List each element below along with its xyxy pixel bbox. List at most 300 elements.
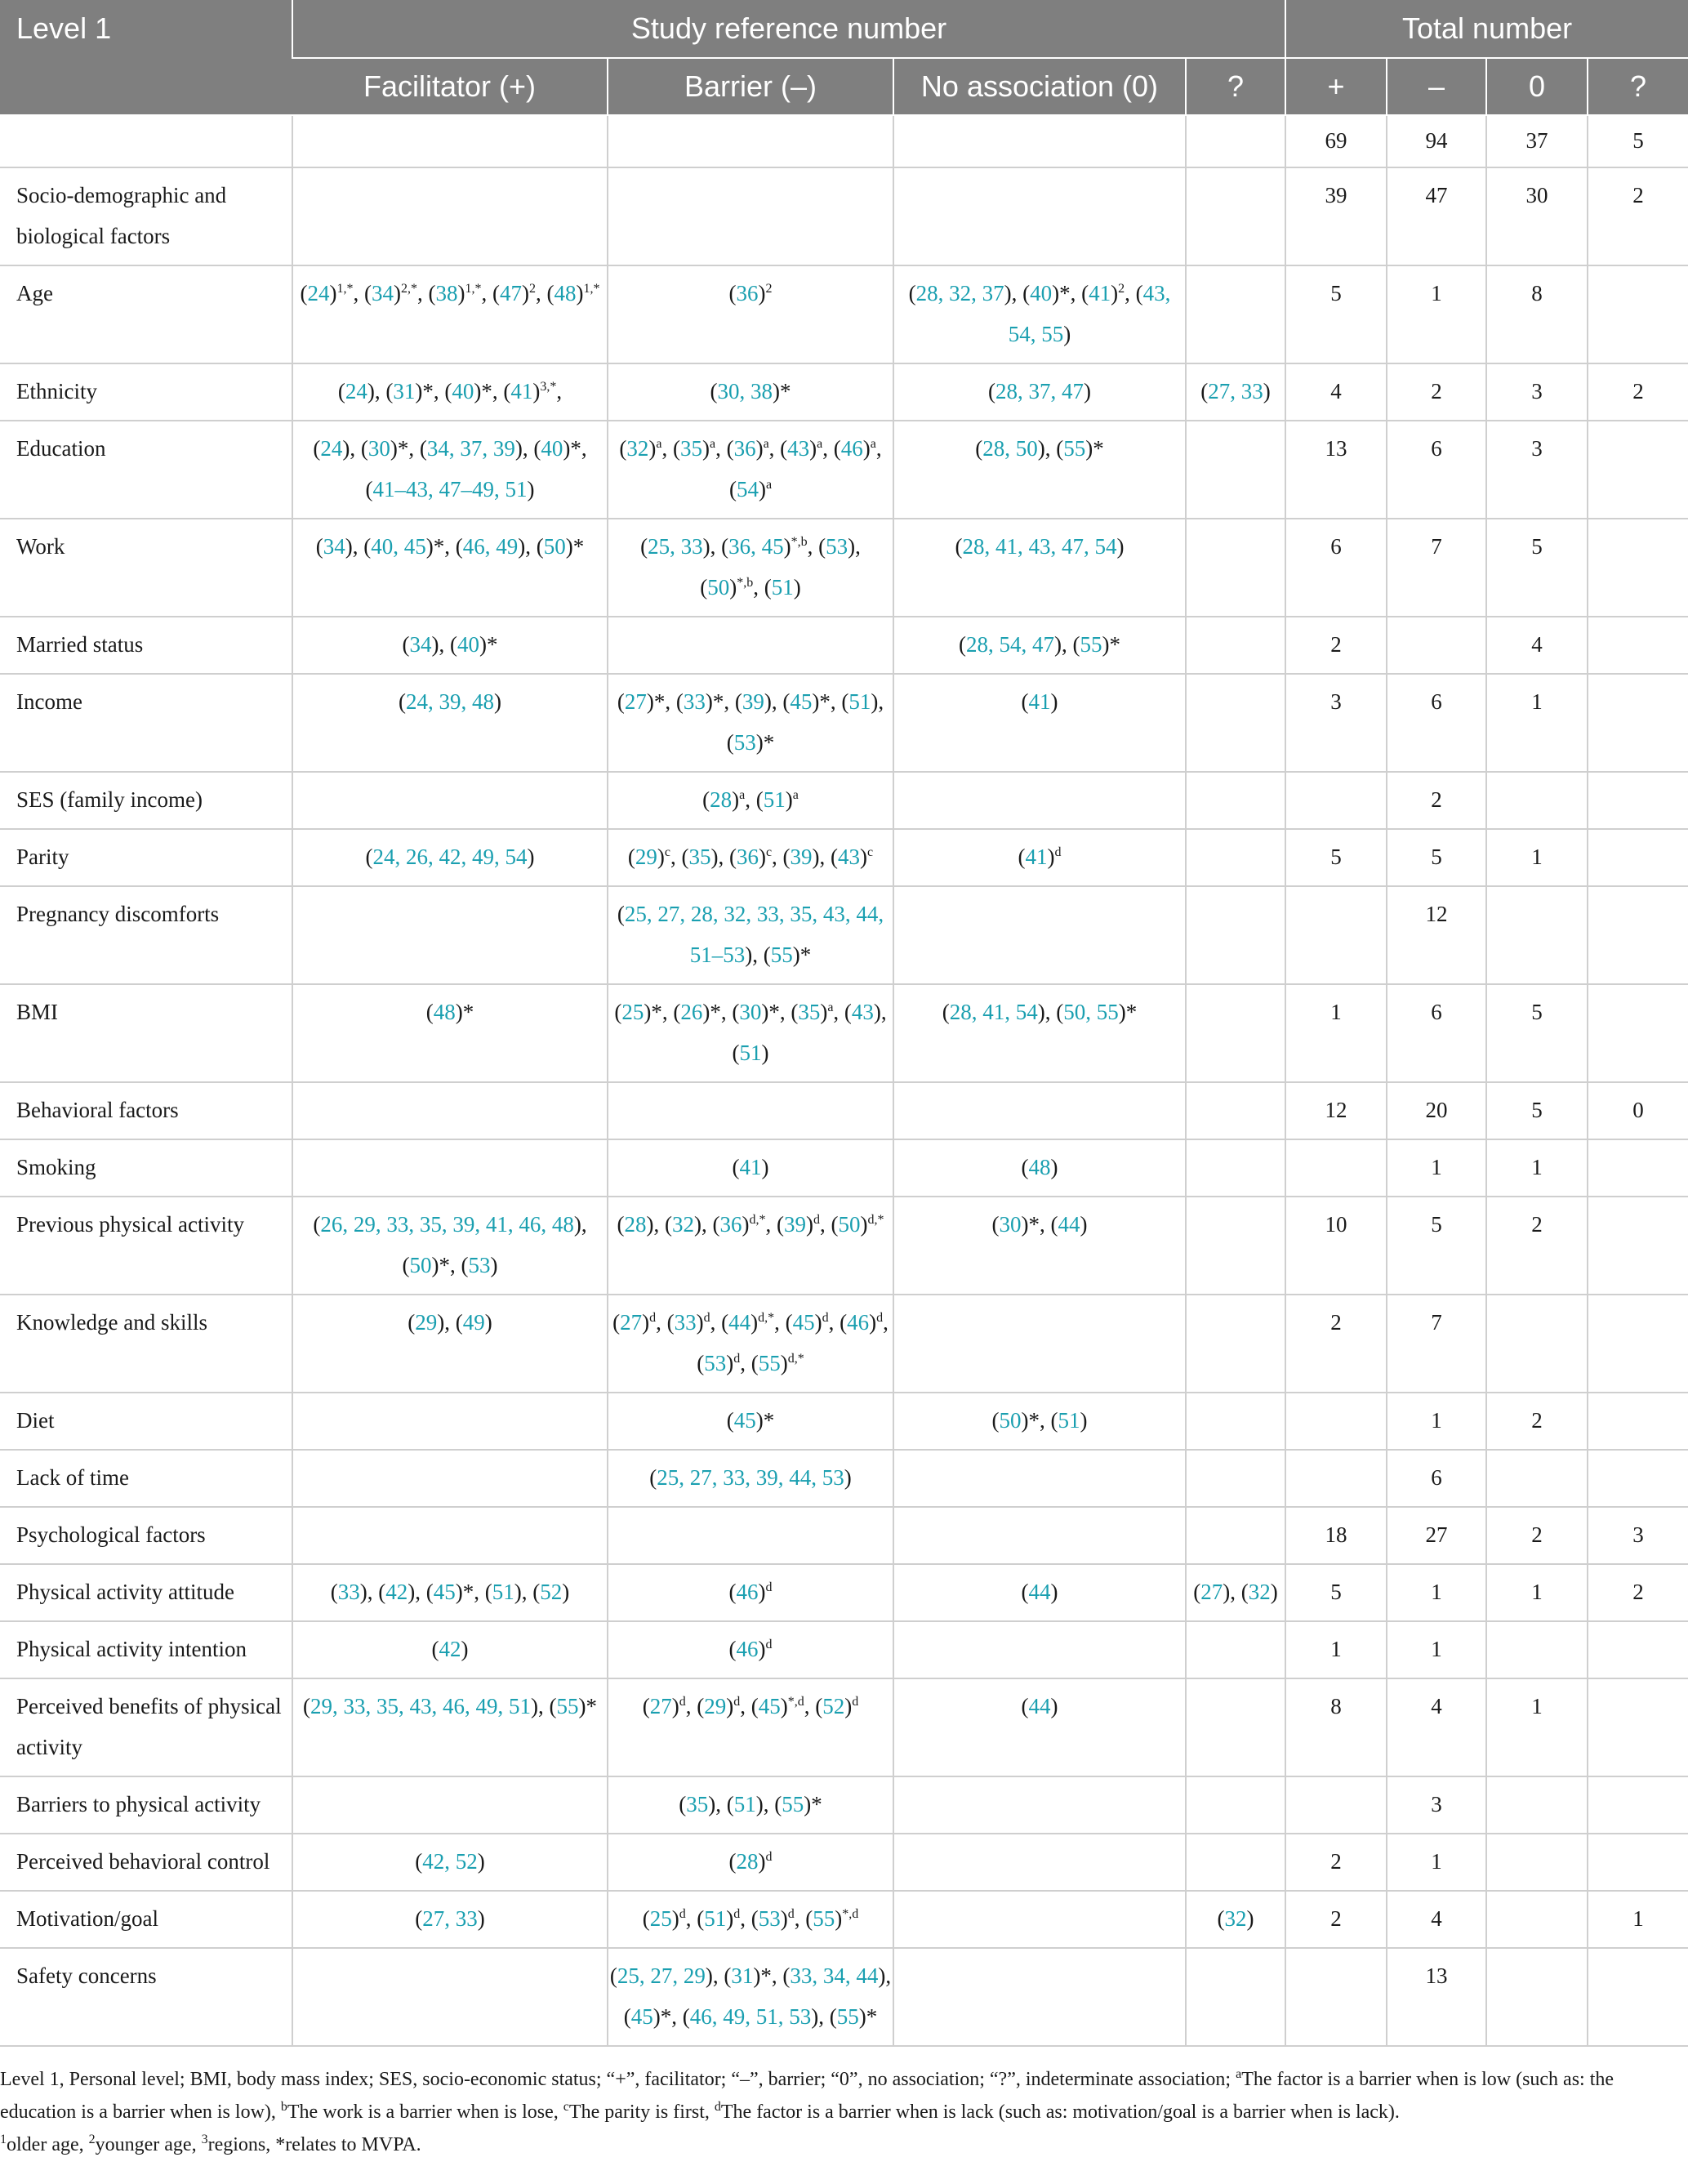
reference-number: 42	[439, 1637, 461, 1661]
facilitator-cell: (29, 33, 35, 43, 46, 49, 51), (55)*	[292, 1678, 608, 1776]
total-minus-cell: 6	[1387, 674, 1486, 772]
total-plus-cell: 2	[1285, 1834, 1387, 1891]
table-row	[0, 1834, 1688, 1891]
reference-number: 55	[758, 1351, 781, 1375]
header-total-number: Total number	[1285, 0, 1688, 58]
footnote-abbreviations: Level 1, Personal level; BMI, body mass index; SES, socio-economic status; “+”, facilitator; “–”, barrier; “0”, no association; “?”, indeterminate association;	[0, 2069, 1236, 2090]
no-association-cell: (41)	[893, 674, 1186, 772]
reference-superscript: d	[822, 1311, 829, 1325]
reference-superscript: a	[763, 437, 769, 451]
total-plus-cell: 18	[1285, 1507, 1387, 1564]
reference-number: 43, 54, 55	[1008, 281, 1171, 346]
factor-cell: Married status	[0, 617, 292, 674]
reference-number: 55	[813, 1906, 835, 1931]
total-question-cell: 0	[1588, 1082, 1688, 1139]
reference-superscript: d	[765, 1638, 773, 1651]
facilitator-cell	[292, 167, 608, 265]
total-plus-cell	[1285, 1776, 1387, 1834]
barrier-cell: $(27)^d$, $(29)^d$, $(45)^{*,d}$, $(52)^d$	[608, 1678, 893, 1776]
reference-number: 31	[731, 1963, 754, 1988]
reference-number: 45	[758, 1694, 781, 1718]
reference-number: 50	[838, 1212, 861, 1237]
reference-number: 40	[1030, 281, 1053, 305]
reference-number: 51	[492, 1580, 514, 1604]
table-row	[0, 1507, 1688, 1564]
facilitator-cell: (34), (40)*	[292, 617, 608, 674]
reference-number: 51	[771, 575, 794, 599]
reference-number: 54	[736, 477, 759, 501]
reference-superscript: a	[827, 1001, 834, 1014]
total-question-cell	[1588, 1948, 1688, 2046]
reference-superscript: d	[733, 1695, 741, 1709]
reference-superscript: d,*	[758, 1311, 775, 1325]
total-question-cell	[1588, 1139, 1688, 1197]
indeterminate-cell: (32)	[1186, 1891, 1285, 1948]
total-question-cell	[1588, 617, 1688, 674]
reference-number: 50	[409, 1253, 432, 1277]
total-question-cell	[1588, 772, 1688, 829]
total-zero-cell	[1486, 772, 1588, 829]
no-association-cell: (28, 37, 47)	[893, 363, 1186, 421]
total-minus-cell: 4	[1387, 1891, 1486, 1948]
barrier-cell: (35), (51), (55)*	[608, 1776, 893, 1834]
facilitator-cell	[292, 1776, 608, 1834]
footnote-text-1: older age,	[7, 2134, 89, 2155]
table-row	[0, 115, 1688, 167]
reference-number: 55	[1063, 436, 1086, 461]
reference-number: 40	[452, 379, 474, 403]
total-minus-cell: 1	[1387, 265, 1486, 363]
no-association-cell	[893, 1776, 1186, 1834]
barrier-cell: (41)	[608, 1139, 893, 1197]
total-plus-cell: 39	[1285, 167, 1387, 265]
total-minus-cell: 20	[1387, 1082, 1486, 1139]
barrier-cell	[608, 617, 893, 674]
reference-number: 25, 33	[648, 534, 703, 559]
factor-cell: Perceived benefits of physical activity	[0, 1678, 292, 1776]
reference-number: 40	[541, 436, 563, 461]
factor-cell: Psychological factors	[0, 1507, 292, 1564]
no-association-cell	[893, 1948, 1186, 2046]
facilitator-cell	[292, 1450, 608, 1507]
reference-number: 32	[672, 1212, 694, 1237]
table-row	[0, 421, 1688, 519]
indeterminate-cell	[1186, 886, 1285, 984]
barrier-cell: (27)*, (33)*, (39), (45)*, (51), (53)*	[608, 674, 893, 772]
total-minus-cell: 1	[1387, 1564, 1486, 1621]
no-association-cell: (28, 41, 43, 47, 54)	[893, 519, 1186, 617]
total-plus-cell: 5	[1285, 265, 1387, 363]
reference-number: 55	[556, 1694, 579, 1718]
barrier-cell: $(28)^d$	[608, 1834, 893, 1891]
reference-number: 46	[840, 436, 863, 461]
reference-number: 44	[1028, 1580, 1051, 1604]
facilitator-cell	[292, 1948, 608, 2046]
reference-number: 46, 49, 51, 53	[689, 2004, 812, 2029]
reference-number: 41	[1025, 845, 1048, 869]
factor-cell	[0, 115, 292, 167]
total-zero-cell: 2	[1486, 1507, 1588, 1564]
total-question-cell	[1588, 1776, 1688, 1834]
footnote-mark-1: 1	[0, 2133, 7, 2146]
reference-number: 41	[1028, 689, 1051, 714]
reference-number: 36	[736, 281, 759, 305]
barrier-cell	[608, 1082, 893, 1139]
table-row	[0, 167, 1688, 265]
total-minus-cell: 27	[1387, 1507, 1486, 1564]
facilitator-cell	[292, 115, 608, 167]
reference-number: 36	[733, 436, 756, 461]
reference-number: 46	[736, 1580, 759, 1604]
reference-superscript: 1,*	[465, 282, 482, 296]
footnote-text-b: The work is a barrier when is lose,	[287, 2102, 563, 2123]
total-plus-cell: 12	[1285, 1082, 1387, 1139]
no-association-cell	[893, 886, 1186, 984]
indeterminate-cell	[1186, 984, 1285, 1082]
reference-superscript: d	[733, 1352, 741, 1366]
total-question-cell	[1588, 1393, 1688, 1450]
facilitator-cell: (26, 29, 33, 35, 39, 41, 46, 48), (50)*, (53)	[292, 1197, 608, 1295]
reference-superscript: d	[649, 1311, 657, 1325]
table-row	[0, 984, 1688, 1082]
barrier-cell: (25)*, (26)*, (30)*, $(35)^a$, (43), (51)	[608, 984, 893, 1082]
factor-cell: Diet	[0, 1393, 292, 1450]
total-question-cell	[1588, 519, 1688, 617]
reference-number: 44	[728, 1310, 751, 1335]
reference-number: 40, 45	[371, 534, 426, 559]
reference-superscript: d	[679, 1695, 686, 1709]
table-row	[0, 886, 1688, 984]
reference-number: 41	[739, 1155, 762, 1179]
reference-superscript: d	[679, 1907, 686, 1921]
barrier-cell: $(27)^d$, $(33)^d$, $(44)^{d,*}$, $(45)^d$, $(46)^d$, $(53)^d$, $(55)^{d,*}$	[608, 1295, 893, 1393]
reference-number: 29, 33, 35, 43, 46, 49, 51	[310, 1694, 531, 1718]
reference-superscript: d	[876, 1311, 884, 1325]
total-zero-cell	[1486, 886, 1588, 984]
total-zero-cell: 1	[1486, 1564, 1588, 1621]
reference-number: 53	[468, 1253, 491, 1277]
reference-number: 26, 29, 33, 35, 39, 41, 46, 48	[320, 1212, 574, 1237]
table-row	[0, 1564, 1688, 1621]
indeterminate-cell	[1186, 1776, 1285, 1834]
reference-number: 51	[848, 689, 871, 714]
reference-number: 30	[367, 436, 390, 461]
total-minus-cell: 1	[1387, 1834, 1486, 1891]
footnote-text-d: The factor is a barrier when is lack (such as: motivation/goal is a barrier when is lack).	[720, 2102, 1400, 2123]
total-plus-cell	[1285, 1393, 1387, 1450]
indeterminate-cell	[1186, 1295, 1285, 1393]
reference-number: 50	[999, 1408, 1022, 1433]
header-total-minus: –	[1387, 58, 1486, 115]
barrier-cell: (25, 27, 28, 32, 33, 35, 43, 44, 51–53), (55)*	[608, 886, 893, 984]
reference-number: 29	[635, 845, 657, 869]
footnote-text-3: regions, *relates to MVPA.	[207, 2134, 421, 2155]
reference-number: 55	[770, 943, 793, 967]
table-row	[0, 1450, 1688, 1507]
factor-cell: Income	[0, 674, 292, 772]
total-zero-cell: 1	[1486, 1678, 1588, 1776]
reference-number: 35	[686, 1792, 709, 1816]
total-question-cell	[1588, 1678, 1688, 1776]
reference-number: 28, 32, 37	[915, 281, 1004, 305]
factor-cell: Motivation/goal	[0, 1891, 292, 1948]
total-minus-cell: 2	[1387, 772, 1486, 829]
reference-superscript: d	[765, 1850, 773, 1864]
total-zero-cell: 2	[1486, 1197, 1588, 1295]
reference-number: 32	[626, 436, 649, 461]
factor-cell: Physical activity intention	[0, 1621, 292, 1678]
barrier-cell: (25, 33), (36, 45)$^{*,b}$, (53), $(50)^{*,b}$, (51)	[608, 519, 893, 617]
reference-number: 28	[710, 787, 733, 812]
no-association-cell	[893, 1295, 1186, 1393]
total-zero-cell: 3	[1486, 421, 1588, 519]
footnote-mark-c: c	[563, 2100, 569, 2114]
header-total-zero: 0	[1486, 58, 1588, 115]
total-question-cell	[1588, 1295, 1688, 1393]
total-plus-cell: 1	[1285, 1621, 1387, 1678]
reference-superscript: d	[765, 1580, 773, 1594]
reference-superscript: d	[787, 1907, 795, 1921]
total-zero-cell	[1486, 1891, 1588, 1948]
total-plus-cell	[1285, 1948, 1387, 2046]
facilitator-cell	[292, 886, 608, 984]
reference-number: 28	[736, 1849, 759, 1874]
reference-superscript: *,b	[737, 576, 754, 590]
no-association-cell: (28, 50), (55)*	[893, 421, 1186, 519]
reference-number: 28, 41, 43, 47, 54	[962, 534, 1117, 559]
reference-number: 42	[385, 1580, 408, 1604]
reference-number: 29	[415, 1310, 438, 1335]
header-indeterminate: ?	[1186, 58, 1285, 115]
no-association-cell	[893, 1621, 1186, 1678]
reference-number: 45	[790, 689, 813, 714]
table-body	[0, 115, 1688, 2046]
barrier-cell	[608, 115, 893, 167]
facilitator-cell: (27, 33)	[292, 1891, 608, 1948]
reference-number: 48	[433, 1000, 456, 1024]
indeterminate-cell	[1186, 1139, 1285, 1197]
facilitator-cell	[292, 1082, 608, 1139]
reference-number: 27	[1200, 1580, 1223, 1604]
table-header	[0, 0, 1688, 115]
header-level: Level 1	[0, 0, 292, 115]
reference-number: 50	[543, 534, 566, 559]
total-question-cell	[1588, 1621, 1688, 1678]
table-row	[0, 1678, 1688, 1776]
reference-superscript: d,*	[787, 1352, 804, 1366]
total-minus-cell: 12	[1387, 886, 1486, 984]
reference-superscript: d	[852, 1695, 859, 1709]
indeterminate-cell	[1186, 167, 1285, 265]
total-minus-cell: 6	[1387, 1450, 1486, 1507]
reference-number: 50	[707, 575, 730, 599]
reference-number: 24, 39, 48	[406, 689, 494, 714]
footnote-text-2: younger age,	[95, 2134, 202, 2155]
factor-cell: Barriers to physical activity	[0, 1776, 292, 1834]
facilitator-cell: (24, 39, 48)	[292, 674, 608, 772]
factor-cell: Ethnicity	[0, 363, 292, 421]
reference-superscript: a	[870, 437, 876, 451]
table-row	[0, 519, 1688, 617]
total-zero-cell: 8	[1486, 265, 1588, 363]
barrier-cell: $(46)^d$	[608, 1621, 893, 1678]
reference-number: 45	[630, 2004, 653, 2029]
total-minus-cell: 47	[1387, 167, 1486, 265]
total-zero-cell: 4	[1486, 617, 1588, 674]
total-minus-cell: 1	[1387, 1139, 1486, 1197]
footnote-mark-a: a	[1236, 2067, 1242, 2081]
table-row	[0, 363, 1688, 421]
barrier-cell: $(28)^a$, $(51)^a$	[608, 772, 893, 829]
total-zero-cell: 1	[1486, 674, 1588, 772]
reference-number: 34	[323, 534, 345, 559]
reference-number: 31	[393, 379, 416, 403]
reference-number: 29	[704, 1694, 727, 1718]
no-association-cell: $(41)^d$	[893, 829, 1186, 886]
footnote-text-c: The parity is first,	[568, 2102, 715, 2123]
table-row	[0, 1295, 1688, 1393]
total-minus-cell: 1	[1387, 1393, 1486, 1450]
total-question-cell	[1588, 1197, 1688, 1295]
reference-number: 42, 52	[422, 1849, 478, 1874]
factor-cell: Knowledge and skills	[0, 1295, 292, 1393]
total-question-cell	[1588, 829, 1688, 886]
facilitator-cell: (24), (31)*, (40)*, $(41)^{3,*}$,	[292, 363, 608, 421]
reference-number: 39	[790, 845, 813, 869]
reference-number: 53	[704, 1351, 727, 1375]
reference-superscript: d	[733, 1907, 741, 1921]
facilitator-cell	[292, 1507, 608, 1564]
reference-superscript: *,d	[787, 1695, 804, 1709]
no-association-cell: (50)*, (51)	[893, 1393, 1186, 1450]
no-association-cell	[893, 1507, 1186, 1564]
reference-superscript: d,*	[749, 1213, 766, 1227]
no-association-cell	[893, 1082, 1186, 1139]
reference-number: 33	[337, 1580, 360, 1604]
reference-number: 46, 49	[462, 534, 519, 559]
reference-number: 46	[736, 1637, 759, 1661]
no-association-cell: (30)*, (44)	[893, 1197, 1186, 1295]
table-row	[0, 1776, 1688, 1834]
total-question-cell: 5	[1588, 115, 1688, 167]
total-zero-cell: 5	[1486, 984, 1588, 1082]
total-question-cell	[1588, 886, 1688, 984]
factor-cell: Behavioral factors	[0, 1082, 292, 1139]
total-question-cell: 2	[1588, 363, 1688, 421]
reference-number: 48	[1028, 1155, 1051, 1179]
total-question-cell	[1588, 1834, 1688, 1891]
reference-number: 24	[307, 281, 330, 305]
barrier-cell: $(36)^2$	[608, 265, 893, 363]
reference-number: 52	[822, 1694, 845, 1718]
reference-number: 51	[733, 1792, 756, 1816]
factor-cell: BMI	[0, 984, 292, 1082]
footnote-mark-d: d	[714, 2100, 721, 2114]
no-association-cell: (28, 41, 54), (50, 55)*	[893, 984, 1186, 1082]
reference-superscript: 1,*	[583, 282, 600, 296]
reference-superscript: 2,*	[401, 282, 417, 296]
total-plus-cell	[1285, 1139, 1387, 1197]
total-plus-cell: 2	[1285, 617, 1387, 674]
reference-number: 45	[433, 1580, 456, 1604]
reference-number: 28	[624, 1212, 647, 1237]
reference-number: 28, 37, 47	[995, 379, 1084, 403]
reference-number: 28, 41, 54	[949, 1000, 1038, 1024]
header-total-plus: +	[1285, 58, 1387, 115]
total-plus-cell	[1285, 772, 1387, 829]
total-minus-cell: 13	[1387, 1948, 1486, 2046]
reference-number: 25, 27, 29	[617, 1963, 706, 1988]
footnote-mark-2: 2	[88, 2133, 96, 2146]
no-association-cell: (48)	[893, 1139, 1186, 1197]
reference-number: 35	[679, 436, 702, 461]
indeterminate-cell	[1186, 1197, 1285, 1295]
reference-superscript: d,*	[867, 1213, 884, 1227]
reference-number: 27, 33	[1208, 379, 1263, 403]
barrier-cell: (28), (32), $(36)^{d,*}$, $(39)^d$, $(50)^{d,*}$	[608, 1197, 893, 1295]
header-barrier: Barrier (–)	[608, 58, 893, 115]
table-row	[0, 1621, 1688, 1678]
reference-number: 53	[733, 730, 756, 755]
total-question-cell: 1	[1588, 1891, 1688, 1948]
reference-number: 24, 26, 42, 49, 54	[372, 845, 528, 869]
total-plus-cell	[1285, 886, 1387, 984]
total-plus-cell: 6	[1285, 519, 1387, 617]
reference-superscript: 1,*	[336, 282, 354, 296]
reference-number: 36, 45	[728, 534, 784, 559]
reference-superscript: c	[664, 845, 670, 859]
footnote-text-a: The factor is a barrier when is low (such as: the education is a barrier when is low),	[0, 2069, 1615, 2123]
indeterminate-cell	[1186, 1834, 1285, 1891]
total-plus-cell	[1285, 1450, 1387, 1507]
facilitator-cell: (33), (42), (45)*, (51), (52)	[292, 1564, 608, 1621]
reference-number: 24	[345, 379, 367, 403]
no-association-cell	[893, 1891, 1186, 1948]
reference-number: 55	[836, 2004, 859, 2029]
reference-number: 36	[719, 1212, 742, 1237]
total-minus-cell: 6	[1387, 421, 1486, 519]
reference-number: 53	[758, 1906, 781, 1931]
reference-number: 34, 37, 39	[426, 436, 515, 461]
no-association-cell	[893, 1450, 1186, 1507]
total-minus-cell: 1	[1387, 1621, 1486, 1678]
table-row	[0, 772, 1688, 829]
total-plus-cell: 10	[1285, 1197, 1387, 1295]
total-question-cell	[1588, 1450, 1688, 1507]
total-zero-cell: 5	[1486, 519, 1588, 617]
reference-number: 35	[688, 845, 711, 869]
total-zero-cell	[1486, 1450, 1588, 1507]
no-association-cell	[893, 772, 1186, 829]
total-zero-cell: 1	[1486, 1139, 1588, 1197]
total-plus-cell: 69	[1285, 115, 1387, 167]
barrier-cell	[608, 1507, 893, 1564]
factor-cell: SES (family income)	[0, 772, 292, 829]
reference-number: 33, 34, 44	[790, 1963, 879, 1988]
reference-superscript: *,b	[791, 535, 808, 549]
reference-number: 45	[733, 1408, 756, 1433]
reference-superscript: a	[656, 437, 662, 451]
reference-superscript: 2	[1118, 282, 1125, 296]
indeterminate-cell	[1186, 829, 1285, 886]
reference-number: 51	[739, 1041, 762, 1065]
header-study-reference: Study reference number	[292, 0, 1285, 58]
total-plus-cell: 13	[1285, 421, 1387, 519]
total-minus-cell: 4	[1387, 1678, 1486, 1776]
total-zero-cell: 5	[1486, 1082, 1588, 1139]
indeterminate-cell	[1186, 772, 1285, 829]
no-association-cell: (44)	[893, 1564, 1186, 1621]
